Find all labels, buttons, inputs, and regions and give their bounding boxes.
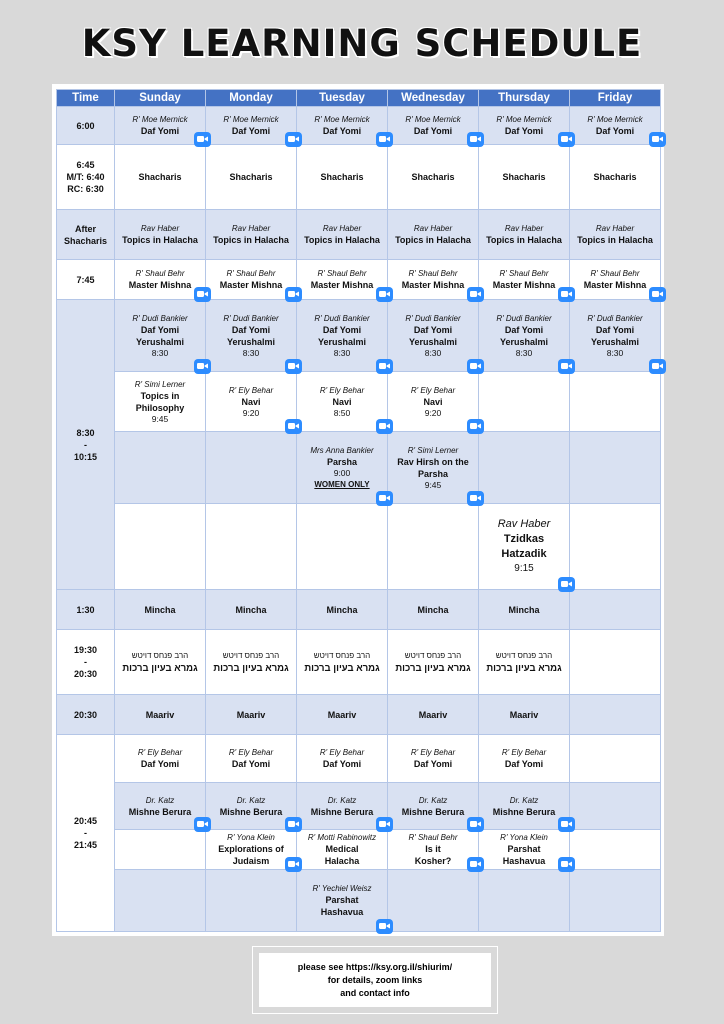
cell-maariv: Maariv	[388, 695, 479, 735]
empty-cell	[115, 830, 206, 870]
zoom-camera-icon[interactable]	[194, 132, 211, 147]
cell-mishne-berura: Dr. Katz Mishne Berura	[206, 783, 297, 830]
cell-navi: R' Ely Behar Navi 9:20	[206, 372, 297, 432]
zoom-camera-icon[interactable]	[285, 132, 302, 147]
row-8-30-c	[57, 432, 661, 504]
empty-cell	[570, 830, 661, 870]
empty-cell	[206, 432, 297, 504]
cell-daf-yomi-evening: R' Ely Behar Daf Yomi	[206, 735, 297, 783]
cell-explorations-judaism: R' Yona Klein Explorations of Judaism	[206, 830, 297, 870]
zoom-camera-icon[interactable]	[467, 359, 484, 374]
cell-parshat-hashavua: R' Yona Klein Parshat Hashavua	[479, 830, 570, 870]
cell-gemara-berachos: הרב פנחס דויטש גמרא בעיון ברכות	[297, 630, 388, 695]
time-cell: After Shacharis	[57, 210, 115, 260]
cell-topics-philosophy: R' Simi Lerner Topics in Philosophy 9:45	[115, 372, 206, 432]
empty-cell	[570, 630, 661, 695]
schedule-table	[56, 89, 661, 932]
cell-shacharis: Shacharis	[115, 145, 206, 210]
header-time: Time	[57, 90, 115, 107]
empty-cell	[570, 735, 661, 783]
zoom-camera-icon[interactable]	[558, 287, 575, 302]
empty-cell	[297, 504, 388, 590]
time-cell: 1:30	[57, 590, 115, 630]
cell-mincha: Mincha	[115, 590, 206, 630]
zoom-camera-icon[interactable]	[285, 359, 302, 374]
cell-maariv: Maariv	[297, 695, 388, 735]
cell-master-mishna: R' Shaul Behr Master Mishna	[206, 260, 297, 300]
row-8-30-d	[57, 504, 661, 590]
header-sunday: Sunday	[115, 90, 206, 107]
zoom-camera-icon[interactable]	[467, 132, 484, 147]
cell-navi: R' Ely Behar Navi 8:50	[297, 372, 388, 432]
cell-master-mishna: R' Shaul Behr Master Mishna	[297, 260, 388, 300]
zoom-camera-icon[interactable]	[558, 577, 575, 592]
zoom-camera-icon[interactable]	[649, 359, 666, 374]
header-tuesday: Tuesday	[297, 90, 388, 107]
cell-medical-halacha: R' Motti Rabinowitz Medical Halacha	[297, 830, 388, 870]
cell-maariv: Maariv	[115, 695, 206, 735]
cell-master-mishna: R' Shaul Behr Master Mishna	[115, 260, 206, 300]
zoom-camera-icon[interactable]	[376, 419, 393, 434]
zoom-camera-icon[interactable]	[558, 817, 575, 832]
empty-cell	[388, 870, 479, 932]
cell-topics-halacha: Rav Haber Topics in Halacha	[479, 210, 570, 260]
empty-cell	[115, 432, 206, 504]
zoom-camera-icon[interactable]	[285, 419, 302, 434]
empty-cell	[570, 590, 661, 630]
cell-maariv: Maariv	[479, 695, 570, 735]
zoom-camera-icon[interactable]	[376, 919, 393, 934]
cell-shacharis: Shacharis	[570, 145, 661, 210]
cell-daf-yomi: R' Moe Mernick Daf Yomi	[388, 107, 479, 145]
empty-cell	[570, 372, 661, 432]
cell-daf-yomi-yerushalmi: R' Dudi Bankier Daf Yomi Yerushalmi 8:30	[297, 300, 388, 372]
cell-parshat-hashavua: R' Yechiel Weisz Parshat Hashavua	[297, 870, 388, 932]
zoom-camera-icon[interactable]	[376, 132, 393, 147]
header-thursday: Thursday	[479, 90, 570, 107]
zoom-camera-icon[interactable]	[467, 419, 484, 434]
time-cell: 20:45 - 21:45	[57, 735, 115, 932]
row-19-30	[57, 630, 661, 695]
cell-daf-yomi-yerushalmi: R' Dudi Bankier Daf Yomi Yerushalmi 8:30	[206, 300, 297, 372]
footer-link[interactable]: please see https://ksy.org.il/shiurim/	[297, 961, 453, 972]
empty-cell	[206, 870, 297, 932]
cell-gemara-berachos: הרב פנחס דויטש גמרא בעיון ברכות	[388, 630, 479, 695]
schedule-sheet	[52, 84, 664, 936]
header-monday: Monday	[206, 90, 297, 107]
cell-mishne-berura: Dr. Katz Mishne Berura	[115, 783, 206, 830]
zoom-camera-icon[interactable]	[649, 287, 666, 302]
zoom-camera-icon[interactable]	[467, 287, 484, 302]
cell-mincha: Mincha	[388, 590, 479, 630]
empty-cell	[570, 695, 661, 735]
empty-cell	[206, 504, 297, 590]
empty-cell	[570, 870, 661, 932]
cell-mincha: Mincha	[206, 590, 297, 630]
zoom-camera-icon[interactable]	[285, 817, 302, 832]
zoom-camera-icon[interactable]	[194, 287, 211, 302]
row-20-30	[57, 695, 661, 735]
cell-daf-yomi: R' Moe Mernick Daf Yomi	[570, 107, 661, 145]
zoom-camera-icon[interactable]	[376, 817, 393, 832]
row-after-shacharis	[57, 210, 661, 260]
cell-master-mishna: R' Shaul Behr Master Mishna	[479, 260, 570, 300]
cell-mincha: Mincha	[297, 590, 388, 630]
footer-box	[252, 946, 498, 1014]
row-20-45-c	[57, 830, 661, 870]
zoom-camera-icon[interactable]	[467, 491, 484, 506]
cell-shacharis: Shacharis	[206, 145, 297, 210]
cell-daf-yomi: R' Moe Mernick Daf Yomi	[206, 107, 297, 145]
cell-master-mishna: R' Shaul Behr Master Mishna	[570, 260, 661, 300]
cell-daf-yomi-yerushalmi: R' Dudi Bankier Daf Yomi Yerushalmi 8:30	[570, 300, 661, 372]
empty-cell	[479, 870, 570, 932]
cell-maariv: Maariv	[206, 695, 297, 735]
empty-cell	[570, 432, 661, 504]
row-20-45-a	[57, 735, 661, 783]
zoom-camera-icon[interactable]	[649, 132, 666, 147]
empty-cell	[115, 504, 206, 590]
empty-cell	[388, 504, 479, 590]
empty-cell	[570, 783, 661, 830]
row-8-30-a	[57, 300, 661, 372]
cell-master-mishna: R' Shaul Behr Master Mishna	[388, 260, 479, 300]
cell-daf-yomi: R' Moe Mernick Daf Yomi	[115, 107, 206, 145]
cell-mincha: Mincha	[479, 590, 570, 630]
time-cell: 19:30 - 20:30	[57, 630, 115, 695]
cell-tzidkas-hatzadik: Rav Haber Tzidkas Hatzadik 9:15	[479, 504, 570, 590]
zoom-camera-icon[interactable]	[558, 359, 575, 374]
row-20-45-b	[57, 783, 661, 830]
footer-line: and contact info	[340, 987, 410, 998]
time-cell: 7:45	[57, 260, 115, 300]
zoom-camera-icon[interactable]	[376, 491, 393, 506]
zoom-camera-icon[interactable]	[376, 359, 393, 374]
cell-daf-yomi-evening: R' Ely Behar Daf Yomi	[479, 735, 570, 783]
zoom-camera-icon[interactable]	[285, 287, 302, 302]
page-title: KSY LEARNING SCHEDULE	[81, 22, 643, 65]
zoom-camera-icon[interactable]	[558, 857, 575, 872]
cell-daf-yomi-yerushalmi: R' Dudi Bankier Daf Yomi Yerushalmi 8:30	[115, 300, 206, 372]
cell-gemara-berachos: הרב פנחס דויטש גמרא בעיון ברכות	[206, 630, 297, 695]
cell-topics-halacha: Rav Haber Topics in Halacha	[388, 210, 479, 260]
row-6-45	[57, 145, 661, 210]
time-cell: 6:45 M/T: 6:40 RC: 6:30	[57, 145, 115, 210]
cell-topics-halacha: Rav Haber Topics in Halacha	[206, 210, 297, 260]
time-cell: 6:00	[57, 107, 115, 145]
cell-daf-yomi-yerushalmi: R' Dudi Bankier Daf Yomi Yerushalmi 8:30	[388, 300, 479, 372]
cell-navi: R' Ely Behar Navi 9:20	[388, 372, 479, 432]
cell-rav-hirsh: R' Simi Lerner Rav Hirsh on the Parsha 9:45	[388, 432, 479, 504]
cell-daf-yomi-yerushalmi: R' Dudi Bankier Daf Yomi Yerushalmi 8:30	[479, 300, 570, 372]
cell-gemara-berachos: הרב פנחס דויטש גמרא בעיון ברכות	[115, 630, 206, 695]
header-wednesday: Wednesday	[388, 90, 479, 107]
cell-daf-yomi: R' Moe Mernick Daf Yomi	[297, 107, 388, 145]
cell-shacharis: Shacharis	[388, 145, 479, 210]
footer-line: for details, zoom links	[327, 974, 423, 985]
cell-daf-yomi-evening: R' Ely Behar Daf Yomi	[388, 735, 479, 783]
cell-mishne-berura: Dr. Katz Mishne Berura	[479, 783, 570, 830]
empty-cell	[570, 504, 661, 590]
cell-gemara-berachos: הרב פנחס דויטש גמרא בעיון ברכות	[479, 630, 570, 695]
zoom-camera-icon[interactable]	[376, 287, 393, 302]
row-20-45-d	[57, 870, 661, 932]
row-6-00	[57, 107, 661, 145]
zoom-camera-icon[interactable]	[558, 132, 575, 147]
time-cell: 8:30 - 10:15	[57, 300, 115, 590]
zoom-camera-icon[interactable]	[467, 817, 484, 832]
cell-shacharis: Shacharis	[297, 145, 388, 210]
cell-daf-yomi: R' Moe Mernick Daf Yomi	[479, 107, 570, 145]
cell-topics-halacha: Rav Haber Topics in Halacha	[297, 210, 388, 260]
row-7-45	[57, 260, 661, 300]
zoom-camera-icon[interactable]	[285, 857, 302, 872]
empty-cell	[479, 432, 570, 504]
cell-daf-yomi-evening: R' Ely Behar Daf Yomi	[115, 735, 206, 783]
cell-parsha-women: Mrs Anna Bankier Parsha 9:00 WOMEN ONLY	[297, 432, 388, 504]
zoom-camera-icon[interactable]	[194, 817, 211, 832]
time-cell: 20:30	[57, 695, 115, 735]
empty-cell	[479, 372, 570, 432]
cell-shacharis: Shacharis	[479, 145, 570, 210]
cell-is-it-kosher: R' Shaul Behr Is it Kosher?	[388, 830, 479, 870]
cell-mishne-berura: Dr. Katz Mishne Berura	[297, 783, 388, 830]
row-1-30	[57, 590, 661, 630]
cell-topics-halacha: Rav Haber Topics in Halacha	[115, 210, 206, 260]
empty-cell	[115, 870, 206, 932]
cell-mishne-berura: Dr. Katz Mishne Berura	[388, 783, 479, 830]
footer-note	[259, 953, 491, 1007]
header-friday: Friday	[570, 90, 661, 107]
zoom-camera-icon[interactable]	[467, 857, 484, 872]
row-8-30-b	[57, 372, 661, 432]
cell-topics-halacha: Rav Haber Topics in Halacha	[570, 210, 661, 260]
zoom-camera-icon[interactable]	[194, 359, 211, 374]
cell-daf-yomi-evening: R' Ely Behar Daf Yomi	[297, 735, 388, 783]
